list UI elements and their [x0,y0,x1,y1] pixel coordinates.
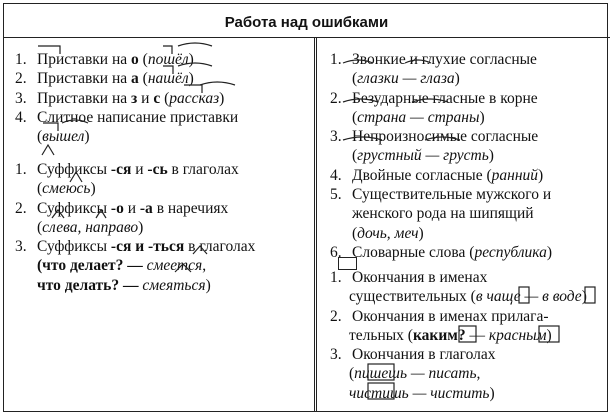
item-text: ( [352,108,358,126]
example-word: смеюсь [42,180,91,198]
item-number: 1. [15,51,27,68]
example-word: смеяться [142,276,206,294]
example-word: пишешь — писать, [354,365,481,383]
example-word: в чаще — в воде [475,288,582,306]
item-text: ) [538,166,544,184]
item-text: существительных ( [349,288,476,306]
item-text: ) [479,108,485,126]
item-text: ) [138,218,144,236]
list-item [330,146,552,165]
list-item [15,50,238,69]
list-item [330,185,552,204]
item-text: тельных ( [349,326,413,344]
item-number: 3. [330,346,342,364]
item-text: ( [352,224,358,242]
left-prefix-list [15,50,238,146]
item-number: 5. [330,186,342,204]
list-item [330,127,552,146]
ending-mark-icon [338,257,357,270]
item-text: ) [219,89,225,107]
example-word: страна — страны [357,108,480,126]
page-title: Работа над ошибками [224,14,389,31]
list-item [330,108,552,127]
item-text: — [465,326,489,344]
item-text: в наречиях [152,199,229,217]
item-text: Непроизносимые согласные [352,128,539,146]
column-divider [314,37,317,412]
item-text: Приставки на [37,51,132,68]
item-number: 1. [330,269,342,286]
list-item [330,364,587,383]
item-text: ) [489,384,495,402]
bold-term: -а [139,199,153,217]
list-item [330,89,552,108]
list-item [330,166,552,185]
item-text: Суффиксы [37,238,111,256]
list-item [330,307,587,326]
item-text: ( [37,128,43,146]
item-text: ) [581,288,587,306]
item-text: ( [37,180,43,198]
left-suffix-list [15,160,255,295]
item-number: 3. [15,89,27,107]
item-text: женского рода на шипящий [352,205,534,223]
bold-term: -сь [147,161,168,178]
item-text: в глаголах [184,238,256,256]
item-text: ( [349,365,355,383]
item-text: ) [90,180,96,198]
bold-term: каким? [412,326,466,344]
list-item [15,160,255,179]
list-item [330,326,587,345]
item-number: 2. [15,199,27,217]
item-text: ) [546,326,552,344]
list-item [15,237,255,256]
list-item [15,127,238,146]
list-item [330,345,587,364]
bold-term: -ся [110,161,132,178]
item-number: 1. [330,51,342,68]
item-text: Суффиксы [37,199,111,217]
item-text: в глаголах [167,161,239,178]
right-ending-list [330,268,587,403]
item-text: Двойные согласные ( [352,166,492,184]
bold-term: что делать? — [37,276,139,294]
item-number: 2. [330,307,342,325]
item-text: ) [454,70,460,88]
list-item [330,268,587,287]
item-text: Существительные мужского и [352,186,552,204]
item-text: ) [84,128,90,146]
item-text: ) [188,70,194,88]
item-number: 4. [330,166,342,184]
bold-term: -ся и -ться [110,238,185,256]
example-word: смеется [146,257,203,275]
list-item [15,256,255,275]
item-number: 4. [15,108,27,126]
list-item [330,287,587,306]
bold-term: а [131,70,139,88]
bold-term: з [131,89,138,107]
item-number: 1. [15,161,27,178]
item-number: 2. [15,70,27,88]
bold-term: с [153,89,161,107]
item-text: ( [352,147,358,165]
list-item [15,89,238,108]
item-number: 6. [330,243,342,261]
item-text: Приставки на [37,89,132,107]
item-text: ) [205,276,211,294]
item-text: ( [160,89,170,107]
example-word: пошёл [147,51,189,68]
right-root-list [330,50,552,262]
item-text: Приставки на [37,70,132,88]
item-text: и [123,199,140,217]
example-word: нашёл [147,70,189,88]
item-text: Словарные слова ( [352,243,475,261]
item-number: 3. [15,238,27,256]
list-item [15,179,255,198]
item-text: Слитное написание приставки [37,108,239,126]
item-text: Окончания в именах прилага- [352,307,549,325]
example-word: красным [488,326,547,344]
list-item [330,224,552,243]
item-text: и [137,89,154,107]
item-text: ( [138,70,148,88]
example-word: рассказ [169,89,220,107]
example-word: ранний [491,166,539,184]
list-item [330,384,587,403]
item-text: Окончания в глаголах [352,346,496,364]
list-item [330,50,552,69]
item-text: Суффиксы [37,161,111,178]
item-text: Звонкие и глухие согласные [352,51,537,68]
item-text: Безударные гласные в корне [352,89,538,107]
item-text: , [202,257,207,275]
list-item [330,204,552,223]
example-word: слева, направо [42,218,139,236]
example-word: вышел [42,128,85,146]
item-text: и [131,161,148,178]
item-text: ) [546,243,553,261]
item-text: ( [37,218,43,236]
item-text: ) [488,147,494,165]
example-word: глазки — глаза [357,70,455,88]
list-item [15,108,238,127]
list-item [330,243,552,262]
item-number: 2. [330,89,342,107]
list-item [15,218,255,237]
list-item [15,276,255,295]
list-item [15,69,238,88]
example-word: грустный — грусть [357,147,489,165]
bold-term: о [131,51,139,68]
example-word: республика [474,243,547,261]
item-text: ) [188,51,194,68]
list-item [15,199,255,218]
list-item [330,69,552,88]
example-word: дочь, меч [357,224,419,242]
title-divider [3,37,610,38]
item-number: 3. [330,128,342,146]
item-text: ( [352,70,358,88]
item-text: Окончания в именах [352,269,488,286]
bold-term: -о [110,199,124,217]
item-text: ) [418,224,424,242]
item-text: ( [138,51,148,68]
bold-term: (что делает? — [37,257,143,275]
example-word: чистишь — чистить [349,384,490,402]
